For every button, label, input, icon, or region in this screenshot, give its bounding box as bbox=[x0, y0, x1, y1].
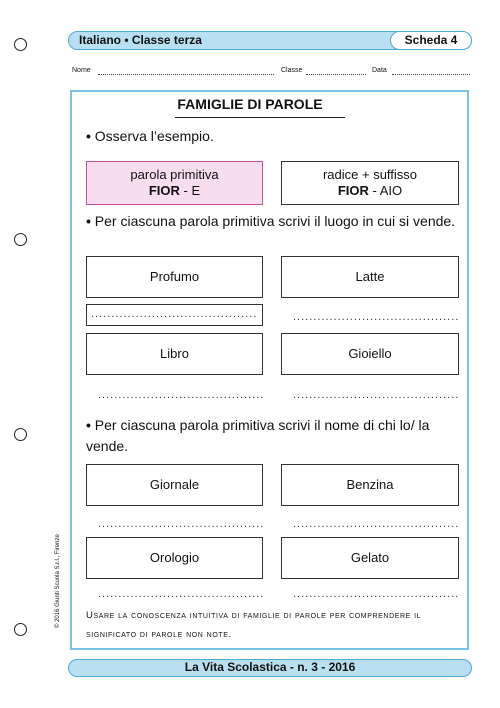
copyright-notice: © 2016 Giunti Scuola S.r.l., Firenze bbox=[55, 534, 61, 628]
instruction-1 bbox=[86, 126, 458, 147]
sheet-number: Scheda 4 bbox=[390, 31, 472, 50]
instruction-2-text: Per ciascuna parola primitiva scrivi il luogo in cui si vende. bbox=[94, 213, 456, 229]
date-label: Data bbox=[372, 67, 387, 74]
example-derived-word bbox=[282, 183, 458, 199]
binder-hole bbox=[14, 38, 27, 51]
example-derived-root: FIOR bbox=[337, 183, 369, 198]
answer-field[interactable]: ......................................... bbox=[98, 588, 265, 600]
example-primitive-label: parola primitiva bbox=[130, 167, 219, 182]
binder-hole bbox=[14, 428, 27, 441]
instruction-1-text: Osserva l’esempio. bbox=[94, 128, 214, 144]
page-title: FAMIGLIE DI PAROLE bbox=[177, 96, 323, 112]
name-field[interactable] bbox=[98, 74, 274, 75]
word-box-profumo: Profumo bbox=[86, 256, 263, 298]
binder-hole bbox=[14, 233, 27, 246]
example-primitive-word bbox=[87, 183, 262, 199]
answer-field[interactable]: ......................................... bbox=[293, 311, 460, 323]
name-label: Nome bbox=[72, 67, 91, 74]
word-box-gelato: Gelato bbox=[281, 537, 459, 579]
answer-field[interactable]: ......................................... bbox=[98, 518, 265, 530]
header-bar bbox=[68, 31, 472, 50]
class-field[interactable] bbox=[306, 74, 366, 75]
bullet-icon: • bbox=[86, 213, 91, 229]
word-box-gioiello: Gioiello bbox=[281, 333, 459, 375]
word-box-latte: Latte bbox=[281, 256, 459, 298]
example-primitive-ending: - E bbox=[179, 183, 201, 198]
word-box-benzina: Benzina bbox=[281, 464, 459, 506]
answer-field[interactable]: ......................................... bbox=[86, 304, 263, 326]
title-underline bbox=[175, 117, 345, 118]
answer-field[interactable]: ......................................... bbox=[293, 588, 460, 600]
subject-title: Italiano • Classe terza bbox=[79, 33, 202, 47]
answer-field[interactable]: ......................................... bbox=[293, 389, 460, 401]
footer-bar: La Vita Scolastica - n. 3 - 2016 bbox=[68, 659, 472, 677]
instruction-3-text: Per ciascuna parola primitiva scrivi il nome di chi lo/ la vende. bbox=[86, 417, 430, 454]
class-label: Classe bbox=[281, 67, 303, 74]
example-derived-label: radice + suffisso bbox=[322, 167, 418, 182]
example-primitive-box bbox=[86, 161, 263, 205]
example-derived-box bbox=[281, 161, 459, 205]
answer-field[interactable]: ......................................... bbox=[293, 518, 460, 530]
example-derived-suffix: - AIO bbox=[368, 183, 403, 198]
bullet-icon: • bbox=[86, 417, 91, 433]
word-box-libro: Libro bbox=[86, 333, 263, 375]
bullet-icon: • bbox=[86, 128, 91, 144]
binder-hole bbox=[14, 623, 27, 636]
learning-objective-note: Usare la conoscenza intuitiva di famiglie di parole per comprendere il significato di parole non note. bbox=[86, 610, 422, 640]
instruction-3 bbox=[86, 415, 458, 457]
date-field[interactable] bbox=[392, 74, 470, 75]
word-box-giornale: Giornale bbox=[86, 464, 263, 506]
example-primitive-root: FIOR bbox=[148, 183, 180, 198]
instruction-2 bbox=[86, 211, 458, 232]
answer-field[interactable]: ......................................... bbox=[98, 389, 265, 401]
word-box-orologio: Orologio bbox=[86, 537, 263, 579]
